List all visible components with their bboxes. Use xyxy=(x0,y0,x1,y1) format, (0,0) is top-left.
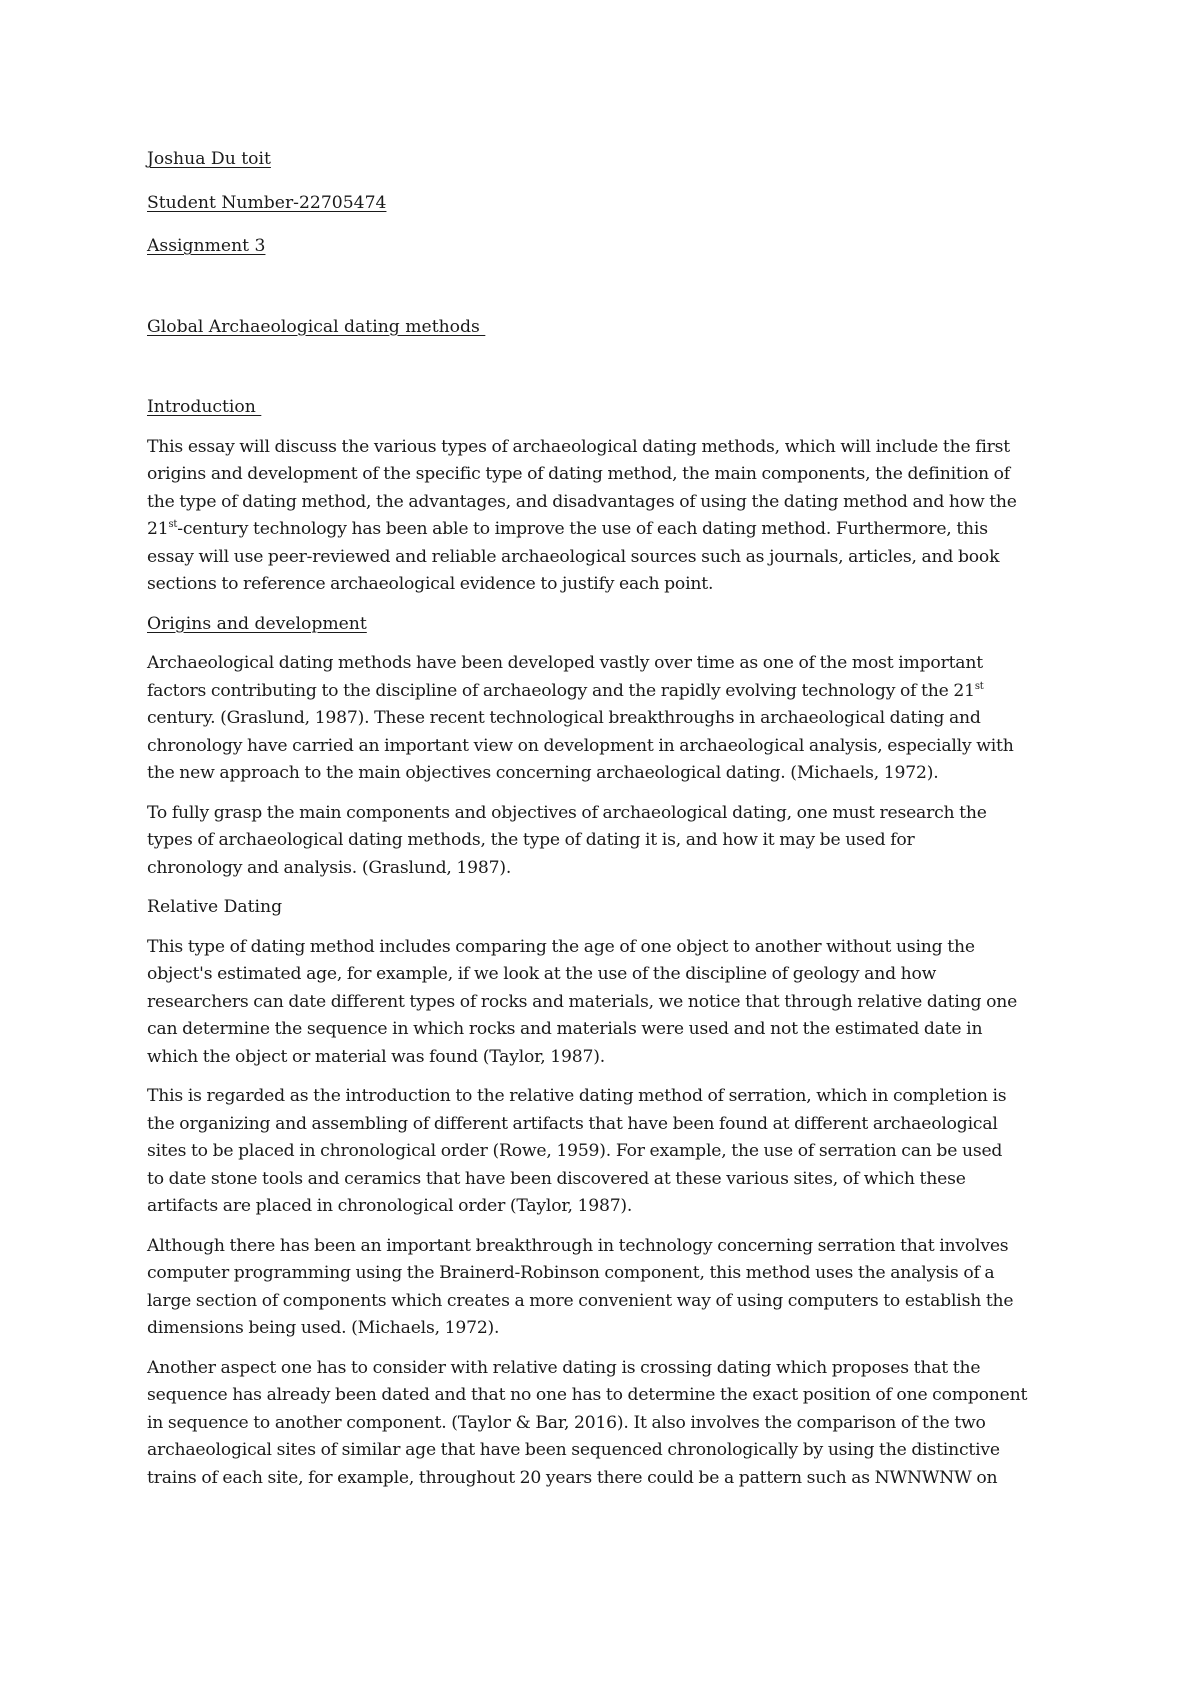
document-page xyxy=(147,146,1072,1492)
author-name: Joshua Du toit xyxy=(147,149,271,169)
origins-line-2: factors contributing to the discipline of archaeology and the rapidly evolving technology of the 21st xyxy=(147,680,984,701)
relative-paragraph-4: Another aspect one has to consider with relative dating is crossing dating which proposes that the sequence has already been dated and that no one has to determine the exact position of one component in sequence to another component. (Taylor & Bar, 2016). It also involves the comparison of the two archaeological sites of similar age that have been sequenced chronologically by using the distinctive trains of each site, for example, throughout 20 years there could be a pattern such as NWNWNW on xyxy=(147,1357,1028,1488)
origins-paragraph-2: To fully grasp the main components and objectives of archaeological dating, one must research the types of archaeological dating methods, the type of dating it is, and how it may be used for chronology and analysis. (Graslund, 1987). xyxy=(147,802,987,878)
introduction-line-4: 21st-century technology has been able to improve the use of each dating method. Furthermore, this xyxy=(147,519,988,539)
origins-paragraph-1: Archaeological dating methods have been developed vastly over time as one of the most important factors contributing to the discipline of archaeology and the rapidly evolving technology of the 21st century. (Graslund, 1987). These recent technological breakthroughs in archaeological dating and chronology have carried an important view on development in archaeological analysis, especially with the new approach to the main objectives concerning archaeological dating. (Michaels, 1972). xyxy=(147,653,1014,783)
relative-paragraph-1: This type of dating method includes comparing the age of one object to another without using the object's estimated age, for example, if we look at the use of the discipline of geology and how researchers can date different types of rocks and materials, we notice that through relative dating one can determine the sequence in which rocks and materials were used and not the estimated date in which the object or material was found (Taylor, 1987). xyxy=(147,936,1018,1067)
relative-paragraph-2: This is regarded as the introduction to the relative dating method of serration, which in completion is the organizing and assembling of different artifacts that have been found at different archaeological sites to be placed in chronological order (Rowe, 1959). For example, the use of serration can be used to date stone tools and ceramics that have been discovered at these various sites, of which these artifacts are placed in chronological order (Taylor, 1987). xyxy=(147,1086,1007,1216)
introduction-paragraph: This essay will discuss the various types of archaeological dating methods, which will include the first origins and development of the specific type of dating method, the main components, the definition of the type of dating method, the advantages, and disadvantages of using the dating method and how the 21st-century technology has been able to improve the use of each dating method. Furthermore, this essay will use peer-reviewed and reliable archaeological sources such as journals, articles, and book sections to reference archaeological evidence to justify each point. xyxy=(147,436,1017,594)
origins-heading: Origins and development xyxy=(147,613,367,634)
assignment-label: Assignment 3 xyxy=(147,236,266,256)
introduction-heading: Introduction xyxy=(147,397,262,417)
student-number: Student Number-22705474 xyxy=(147,192,387,213)
relative-paragraph-3: Although there has been an important breakthrough in technology concerning serration that involves computer programming using the Brainerd-Robinson component, this method uses the analysis of a large section of components which creates a more convenient way of using computers to establish the dimensions being used. (Michaels, 1972). xyxy=(147,1235,1014,1338)
relative-dating-heading: Relative Dating xyxy=(147,897,283,917)
document-title: Global Archaeological dating methods xyxy=(147,316,486,337)
